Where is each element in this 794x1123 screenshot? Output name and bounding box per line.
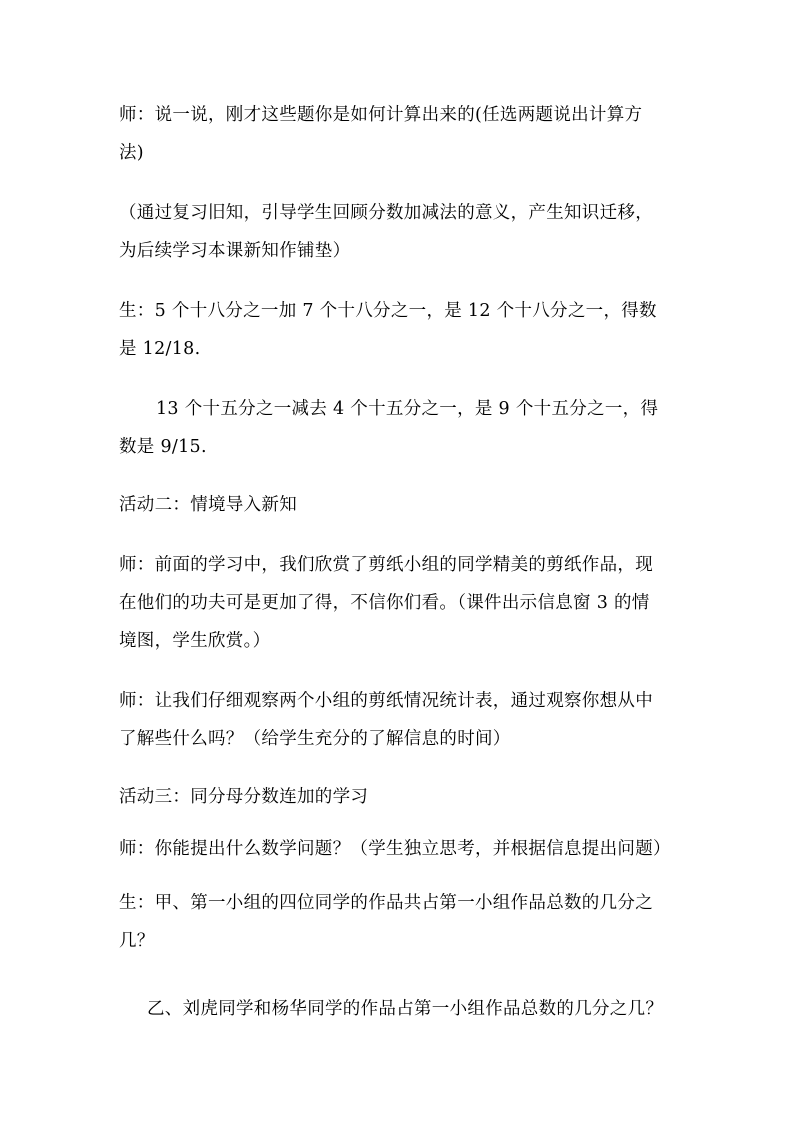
- text-line: 了解些什么吗？（给学生充分的了解信息的时间）: [119, 729, 511, 749]
- text-line: 师：你能提出什么数学问题？（学生独立思考，并根据信息提出问题）: [119, 839, 671, 859]
- text-line: 乙、刘虎同学和杨华同学的作品占第一小组作品总数的几分之几？: [147, 999, 664, 1019]
- student-question-continued-paragraph: [119, 990, 679, 1028]
- text-line: 生：5 个十八分之一加 7 个十八分之一，是 12 个十八分之一，得数: [119, 301, 657, 321]
- text-line: 活动三：同分母分数连加的学习: [119, 787, 369, 807]
- text-line: 13 个十五分之一减去 4 个十五分之一，是 9 个十五分之一，得: [156, 399, 659, 419]
- text-line: 数是 9/15.: [119, 437, 207, 457]
- text-line: 是 12/18.: [119, 339, 201, 359]
- teacher-question-paragraph: [119, 96, 679, 172]
- text-line: 在他们的功夫可是更加了得，不信你们看。（课件出示信息窗 3 的情: [119, 593, 650, 613]
- teacher-problem-paragraph: [119, 830, 679, 868]
- text-line: 生：甲、第一小组的四位同学的作品共占第一小组作品总数的几分之: [119, 893, 653, 913]
- text-line: 师：前面的学习中，我们欣赏了剪纸小组的同学精美的剪纸作品，现: [119, 555, 653, 575]
- student-question-paragraph: [119, 884, 679, 960]
- text-line: 师：说一说，刚才这些题你是如何计算出来的(任选两题说出计算方: [119, 105, 643, 125]
- text-line: 境图，学生欣赏。）: [119, 631, 271, 651]
- text-line: 活动二：情境导入新知: [119, 495, 297, 515]
- text-line: （通过复习旧知，引导学生回顾分数加减法的意义，产生知识迁移，: [119, 203, 653, 223]
- student-answer-continued-paragraph: [119, 390, 679, 466]
- activity-three-heading: [119, 778, 679, 816]
- student-answer-paragraph: [119, 292, 679, 368]
- text-line: 师：让我们仔细观察两个小组的剪纸情况统计表，通过观察你想从中: [119, 691, 653, 711]
- activity-two-heading: [119, 486, 679, 524]
- text-line: 法): [119, 143, 144, 163]
- teacher-intro-paragraph: [119, 546, 679, 660]
- text-line: 几？: [119, 931, 155, 951]
- review-note-paragraph: [119, 194, 679, 270]
- text-line: 为后续学习本课新知作铺垫）: [119, 241, 351, 261]
- teacher-observe-paragraph: [119, 682, 679, 758]
